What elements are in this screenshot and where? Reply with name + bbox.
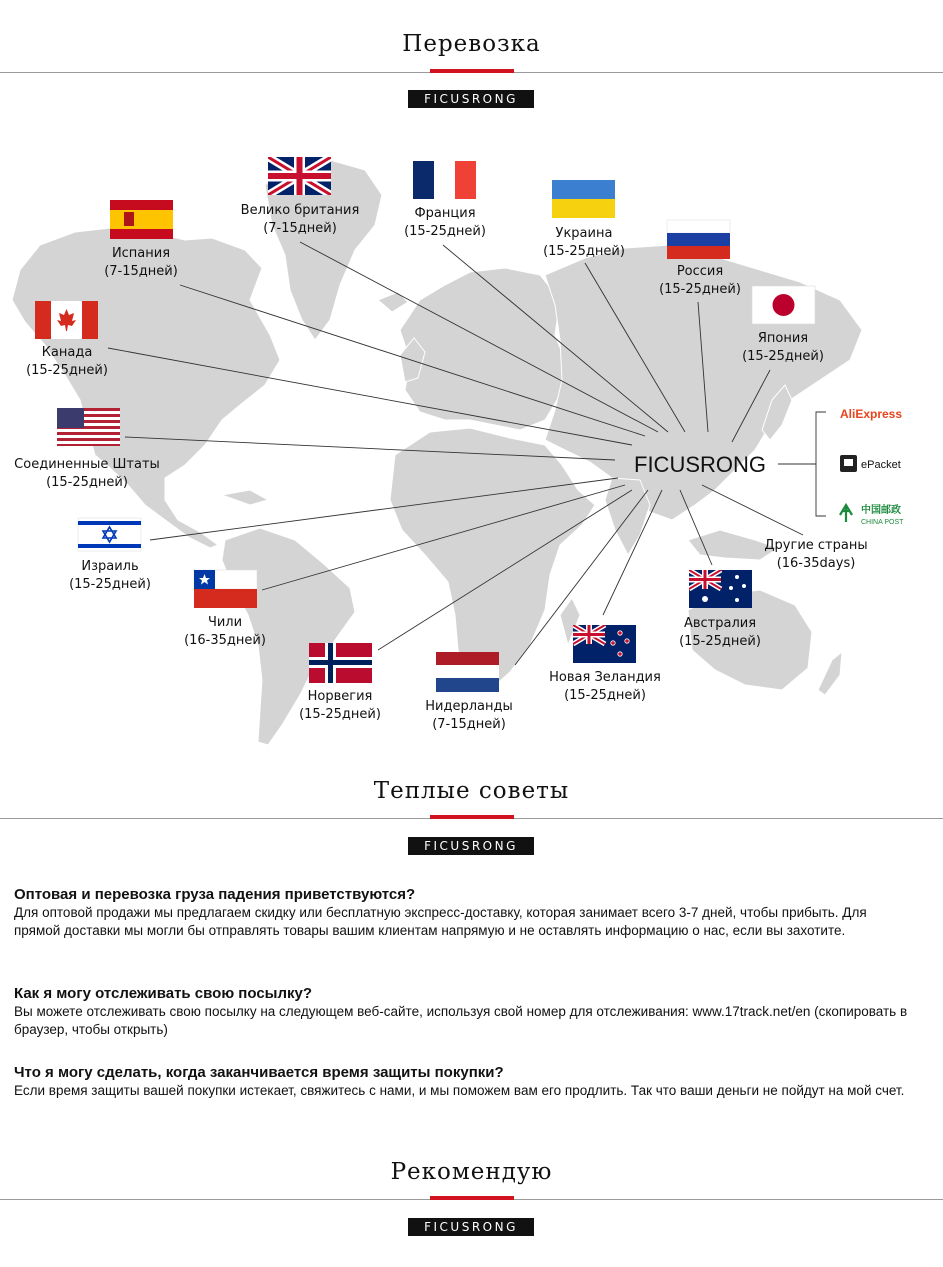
label-other-name: Другие страны [764, 538, 868, 553]
carrier-bracket [816, 412, 826, 516]
label-russia-days: (15-25дней) [659, 282, 741, 297]
label-spain-days: (7-15дней) [104, 264, 178, 279]
flag-uk [268, 157, 331, 195]
flag-australia [689, 570, 752, 608]
label-australia-days: (15-25дней) [679, 634, 761, 649]
label-russia-name: Россия [676, 264, 724, 279]
spain-coat-of-arms [124, 212, 134, 226]
label-france-name: Франция [414, 206, 476, 221]
label-france-days: (15-25дней) [404, 224, 486, 239]
landmass-caribbean [222, 490, 268, 505]
label-usa-name: Соединенные Штаты [14, 457, 160, 472]
label-usa-days: (15-25дней) [46, 475, 128, 490]
landmass-europe [400, 268, 565, 430]
label-japan-days: (15-25дней) [742, 349, 824, 364]
label-australia-name: Австралия [683, 616, 757, 631]
carrier-epacket [840, 455, 901, 472]
flag-new-zealand [573, 625, 636, 663]
label-israel-days: (15-25дней) [69, 577, 151, 592]
tip-item [14, 886, 914, 940]
tip-question: Оптовая и перевозка груза падения приветствуются? [14, 886, 416, 903]
aliexpress-logo: AliExpress [840, 407, 903, 421]
accent-bar [430, 815, 514, 819]
section-title-tips: Теплые советы [373, 778, 570, 804]
tip-question: Как я могу отслеживать свою посылку? [14, 985, 313, 1002]
usa-canton [57, 408, 84, 428]
label-newzealand-name: Новая Зеландия [549, 670, 661, 685]
landmass-africa [390, 428, 595, 690]
epacket-label: ePacket [861, 459, 901, 471]
label-newzealand-days: (15-25дней) [564, 688, 646, 703]
carrier-chinapost [840, 503, 904, 526]
tip-question: Что я могу сделать, когда заканчивается время защиты покупки? [14, 1064, 504, 1081]
epacket-icon-inner [844, 459, 853, 466]
brand-badge: FICUSRONG [408, 1218, 534, 1236]
landmass-iceland [378, 292, 408, 312]
label-chile-days: (16-35дней) [184, 633, 266, 648]
landmass-new-zealand [818, 652, 842, 695]
label-japan-name: Япония [757, 331, 809, 346]
flag-ukraine [552, 180, 615, 218]
carrier-aliexpress [840, 407, 902, 421]
label-chile-name: Чили [207, 615, 243, 630]
flag-france [413, 161, 476, 199]
label-canada-days: (15-25дней) [26, 363, 108, 378]
label-other-days: (16-35days) [776, 556, 856, 571]
flag-israel [78, 518, 141, 551]
tip-item [14, 985, 914, 1039]
flag-chile [194, 570, 257, 608]
tip-answer: Если время защиты вашей покупки истекает, свяжитесь с нами, и мы поможем вам его продлить. Так что ваши деньги не пойдут на мой счет. [14, 1083, 905, 1098]
label-ukraine-name: Украина [555, 226, 613, 241]
label-uk-name: Велико британия [240, 203, 360, 218]
label-netherlands-name: Нидерланды [425, 699, 513, 714]
hub-label: FICUSRONG [634, 452, 766, 477]
tip-answer: Вы можете отслеживать свою посылку на следующем веб-сайте, используя свой номер для отслеживания: www.17track.net/en (скопировать в браузер, чтобы открыть) [14, 1004, 908, 1037]
section-title-shipping: Перевозка [402, 31, 541, 57]
chinapost-cn-label: 中国邮政 [861, 505, 901, 516]
flag-norway [309, 643, 372, 683]
flag-usa [57, 408, 120, 446]
flag-spain [110, 200, 173, 239]
label-norway-days: (15-25дней) [299, 707, 381, 722]
route-other [702, 485, 803, 535]
chinapost-icon [840, 505, 852, 522]
tip-answer: Для оптовой продажи мы предлагаем скидку или бесплатную экспресс-доставку, которая занимает всего 3-7 дней, чтобы прибыть. Для прямой доставки мы могли бы отправлять товары вашим клиентам напрямую и не оставлять информацию о нас, если вы захотите. [14, 905, 867, 938]
chinapost-en-label: CHINA POST [861, 519, 904, 526]
flag-russia [667, 220, 730, 259]
flag-netherlands [436, 652, 499, 692]
label-canada-name: Канада [41, 345, 93, 360]
brand-badge: FICUSRONG [408, 90, 534, 108]
label-israel-name: Израиль [81, 559, 139, 574]
label-norway-name: Норвегия [307, 689, 373, 704]
label-ukraine-days: (15-25дней) [543, 244, 625, 259]
section-title-recommend: Рекомендую [390, 1159, 553, 1185]
brand-badge: FICUSRONG [408, 837, 534, 855]
flag-japan [752, 286, 815, 324]
label-netherlands-days: (7-15дней) [432, 717, 506, 732]
flag-canada [35, 301, 98, 339]
label-uk-days: (7-15дней) [263, 221, 337, 236]
accent-bar [430, 1196, 514, 1200]
label-spain-name: Испания [111, 246, 171, 261]
tip-item [14, 1064, 914, 1100]
